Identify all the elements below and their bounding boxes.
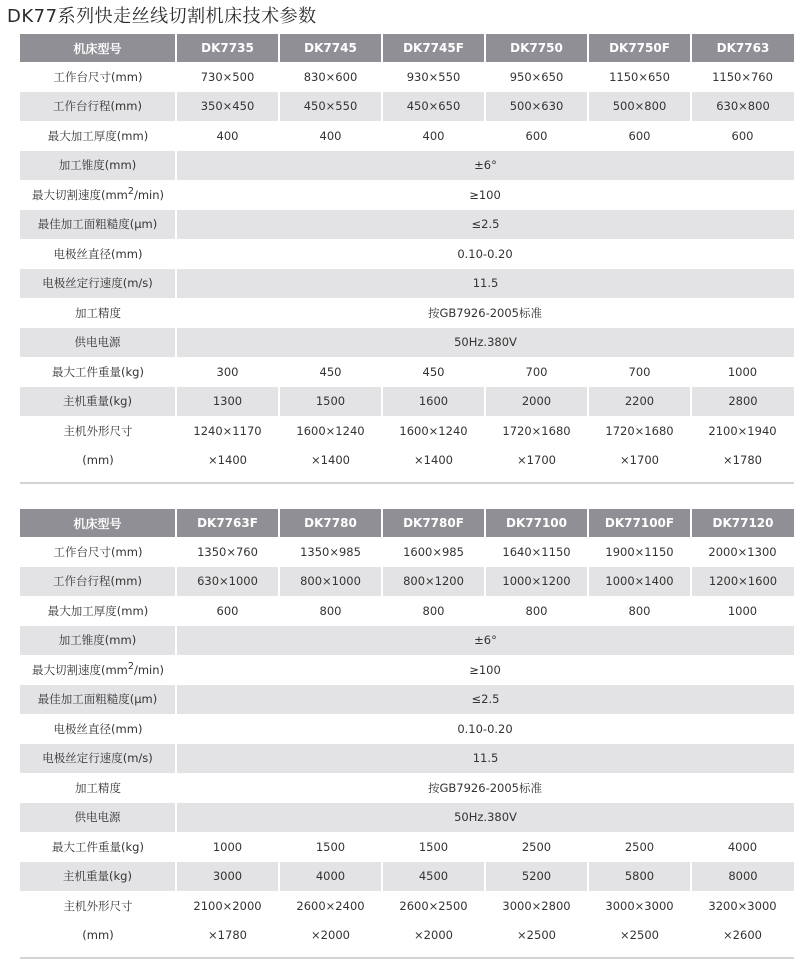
table-1-bottom-rule <box>20 482 794 484</box>
row-dimensions-cont <box>20 446 794 476</box>
cell: 1150×650 <box>609 69 670 84</box>
cell: 800 <box>525 603 548 618</box>
cell: 2200 <box>588 387 691 417</box>
row-label: 电极丝定行速度(m/s) <box>20 744 176 774</box>
row-roughness <box>20 685 794 715</box>
cell: 450×650 <box>382 92 485 122</box>
cell: 800 <box>319 603 342 618</box>
merged-cell: 按GB7926-2005标准 <box>428 780 542 795</box>
merged-cell: ≤2.5 <box>176 210 794 240</box>
cell: ×2000 <box>414 928 453 943</box>
model-header: DK77100F <box>588 509 691 537</box>
cell: 350×450 <box>176 92 279 122</box>
cell: ×1780 <box>208 928 247 943</box>
cell: 2100×1940 <box>708 423 777 438</box>
model-header: DK7780F <box>382 509 485 537</box>
cell: 2000 <box>485 387 588 417</box>
row-table-size <box>20 62 794 92</box>
row-label: (mm) <box>82 928 114 943</box>
merged-cell: 50Hz.380V <box>176 328 794 358</box>
row-cut-speed <box>20 655 794 685</box>
cell: 830×600 <box>303 69 358 84</box>
cell: 2500 <box>624 839 655 854</box>
cell: ×2500 <box>620 928 659 943</box>
cell: 1350×760 <box>197 544 258 559</box>
cell: 450×550 <box>279 92 382 122</box>
spec-table-1 <box>20 34 794 475</box>
cell: 4000 <box>279 862 382 892</box>
cell: 1600 <box>382 387 485 417</box>
cell: ×1780 <box>723 453 762 468</box>
model-header: DK7745 <box>279 34 382 62</box>
row-table-travel <box>20 567 794 597</box>
cell: 1000×1400 <box>588 567 691 597</box>
cell: 3000 <box>176 862 279 892</box>
row-accuracy <box>20 773 794 803</box>
cell: 4000 <box>727 839 758 854</box>
row-wire-diameter <box>20 714 794 744</box>
model-header: DK7780 <box>279 509 382 537</box>
cell: 800 <box>628 603 651 618</box>
cell: 4500 <box>382 862 485 892</box>
cell: 1300 <box>176 387 279 417</box>
cell: ×2600 <box>723 928 762 943</box>
merged-cell: ±6° <box>176 626 794 656</box>
cell: 1600×985 <box>403 544 464 559</box>
cell: 630×1000 <box>176 567 279 597</box>
row-table-travel <box>20 92 794 122</box>
row-label: 电极丝定行速度(m/s) <box>20 269 176 299</box>
row-label: 主机外形尺寸 <box>63 423 133 438</box>
row-label: 主机重量(kg) <box>20 862 176 892</box>
row-label: 主机重量(kg) <box>20 387 176 417</box>
cell: ×1700 <box>517 453 556 468</box>
merged-cell: 11.5 <box>176 269 794 299</box>
cell: 1720×1680 <box>605 423 674 438</box>
row-max-workpiece <box>20 832 794 862</box>
cell: ×2500 <box>517 928 556 943</box>
row-power <box>20 328 794 358</box>
row-max-workpiece <box>20 357 794 387</box>
cell: 600 <box>216 603 239 618</box>
merged-cell: ≤2.5 <box>176 685 794 715</box>
row-power <box>20 803 794 833</box>
page-title: DK77系列快走丝线切割机床技术参数 <box>7 6 317 27</box>
cell: 500×800 <box>588 92 691 122</box>
cell: 930×550 <box>406 69 461 84</box>
cell: 400 <box>319 128 342 143</box>
cell: 2800 <box>691 387 794 417</box>
cell: 1240×1170 <box>193 423 262 438</box>
row-label: 最佳加工面粗糙度(μm) <box>20 685 176 715</box>
model-header: DK7763F <box>176 509 279 537</box>
cell: 450 <box>319 364 342 379</box>
row-label: 电极丝直径(mm) <box>53 721 143 736</box>
cell: 400 <box>216 128 239 143</box>
merged-cell: 0.10-0.20 <box>457 721 513 736</box>
cell: ×1400 <box>311 453 350 468</box>
model-header: DK77100 <box>485 509 588 537</box>
cell: 1500 <box>418 839 449 854</box>
row-wire-speed <box>20 744 794 774</box>
row-label: 工作台行程(mm) <box>20 567 176 597</box>
row-taper <box>20 151 794 181</box>
cell: 3000×3000 <box>605 898 674 913</box>
row-label: 工作台行程(mm) <box>20 92 176 122</box>
cell: 1000 <box>727 364 758 379</box>
row-label: 供电电源 <box>20 803 176 833</box>
merged-cell: ≥100 <box>469 662 501 677</box>
cell: 600 <box>525 128 548 143</box>
row-label: 最大加工厚度(mm) <box>47 603 149 618</box>
cell: 800×1200 <box>382 567 485 597</box>
row-wire-speed <box>20 269 794 299</box>
row-label: 最大加工厚度(mm) <box>47 128 149 143</box>
row-label: 加工精度 <box>75 305 121 320</box>
cell: 600 <box>628 128 651 143</box>
header-row <box>20 509 794 537</box>
cell: 2100×2000 <box>193 898 262 913</box>
merged-cell: 50Hz.380V <box>176 803 794 833</box>
model-header: DK7735 <box>176 34 279 62</box>
cell: 700 <box>628 364 651 379</box>
cell: 500×630 <box>485 92 588 122</box>
row-label: 工作台尺寸(mm) <box>53 544 143 559</box>
row-dimensions <box>20 416 794 446</box>
cell: 700 <box>525 364 548 379</box>
row-label: 加工精度 <box>75 780 121 795</box>
cell: ×1400 <box>208 453 247 468</box>
merged-cell: ≥100 <box>469 187 501 202</box>
model-header: DK7750F <box>588 34 691 62</box>
cell: 2500 <box>521 839 552 854</box>
cell: 8000 <box>691 862 794 892</box>
row-dimensions-cont <box>20 921 794 951</box>
row-label: 主机外形尺寸 <box>63 898 133 913</box>
cell: 630×800 <box>691 92 794 122</box>
row-label: 最大工件重量(kg) <box>52 839 144 854</box>
row-dimensions <box>20 891 794 921</box>
row-label: (mm) <box>82 453 114 468</box>
cell: 1500 <box>315 839 346 854</box>
cell: 1600×1240 <box>296 423 365 438</box>
row-machine-weight <box>20 862 794 892</box>
cell: 1000 <box>727 603 758 618</box>
row-label: 最大切割速度$(mm^2/\min)$ <box>31 661 165 678</box>
header-row <box>20 34 794 62</box>
row-wire-diameter <box>20 239 794 269</box>
row-label: 最佳加工面粗糙度(μm) <box>20 210 176 240</box>
row-label: 工作台尺寸(mm) <box>53 69 143 84</box>
row-label: 加工锥度(mm) <box>20 151 176 181</box>
row-label: 最大工件重量(kg) <box>52 364 144 379</box>
model-header: DK7763 <box>691 34 794 62</box>
merged-cell: 按GB7926-2005标准 <box>428 305 542 320</box>
cell: 1000 <box>212 839 243 854</box>
row-machine-weight <box>20 387 794 417</box>
row-label: 最大切割速度$(mm^2/\min)$ <box>31 186 165 203</box>
row-max-thickness <box>20 121 794 151</box>
row-taper <box>20 626 794 656</box>
cell: ×2000 <box>311 928 350 943</box>
model-header: DK77120 <box>691 509 794 537</box>
row-label: 供电电源 <box>20 328 176 358</box>
merged-cell: 11.5 <box>176 744 794 774</box>
row-cut-speed <box>20 180 794 210</box>
cell: 3000×2800 <box>502 898 571 913</box>
cell: 3200×3000 <box>708 898 777 913</box>
cell: ×1400 <box>414 453 453 468</box>
cell: 1000×1200 <box>485 567 588 597</box>
merged-cell: 0.10-0.20 <box>457 246 513 261</box>
cell: 300 <box>216 364 239 379</box>
model-header: DK7750 <box>485 34 588 62</box>
cell: 1720×1680 <box>502 423 571 438</box>
cell: 400 <box>422 128 445 143</box>
cell: 1900×1150 <box>605 544 674 559</box>
row-label: 电极丝直径(mm) <box>53 246 143 261</box>
cell: 2600×2500 <box>399 898 468 913</box>
cell: 1350×985 <box>300 544 361 559</box>
cell: 2000×1300 <box>708 544 777 559</box>
row-roughness <box>20 210 794 240</box>
cell: 1640×1150 <box>502 544 571 559</box>
cell: 450 <box>422 364 445 379</box>
table-2-bottom-rule <box>20 957 794 959</box>
cell: 5800 <box>588 862 691 892</box>
cell: ×1700 <box>620 453 659 468</box>
cell: 1200×1600 <box>691 567 794 597</box>
header-label: 机床型号 <box>20 34 176 62</box>
row-max-thickness <box>20 596 794 626</box>
cell: 800×1000 <box>279 567 382 597</box>
row-table-size <box>20 537 794 567</box>
row-accuracy <box>20 298 794 328</box>
cell: 600 <box>731 128 754 143</box>
row-label: 加工锥度(mm) <box>20 626 176 656</box>
header-label: 机床型号 <box>20 509 176 537</box>
spec-table-2 <box>20 509 794 950</box>
merged-cell: ±6° <box>176 151 794 181</box>
cell: 730×500 <box>200 69 255 84</box>
cell: 1600×1240 <box>399 423 468 438</box>
model-header: DK7745F <box>382 34 485 62</box>
cell: 1500 <box>279 387 382 417</box>
cell: 2600×2400 <box>296 898 365 913</box>
cell: 5200 <box>485 862 588 892</box>
cell: 800 <box>422 603 445 618</box>
cell: 950×650 <box>509 69 564 84</box>
cell: 1150×760 <box>712 69 773 84</box>
